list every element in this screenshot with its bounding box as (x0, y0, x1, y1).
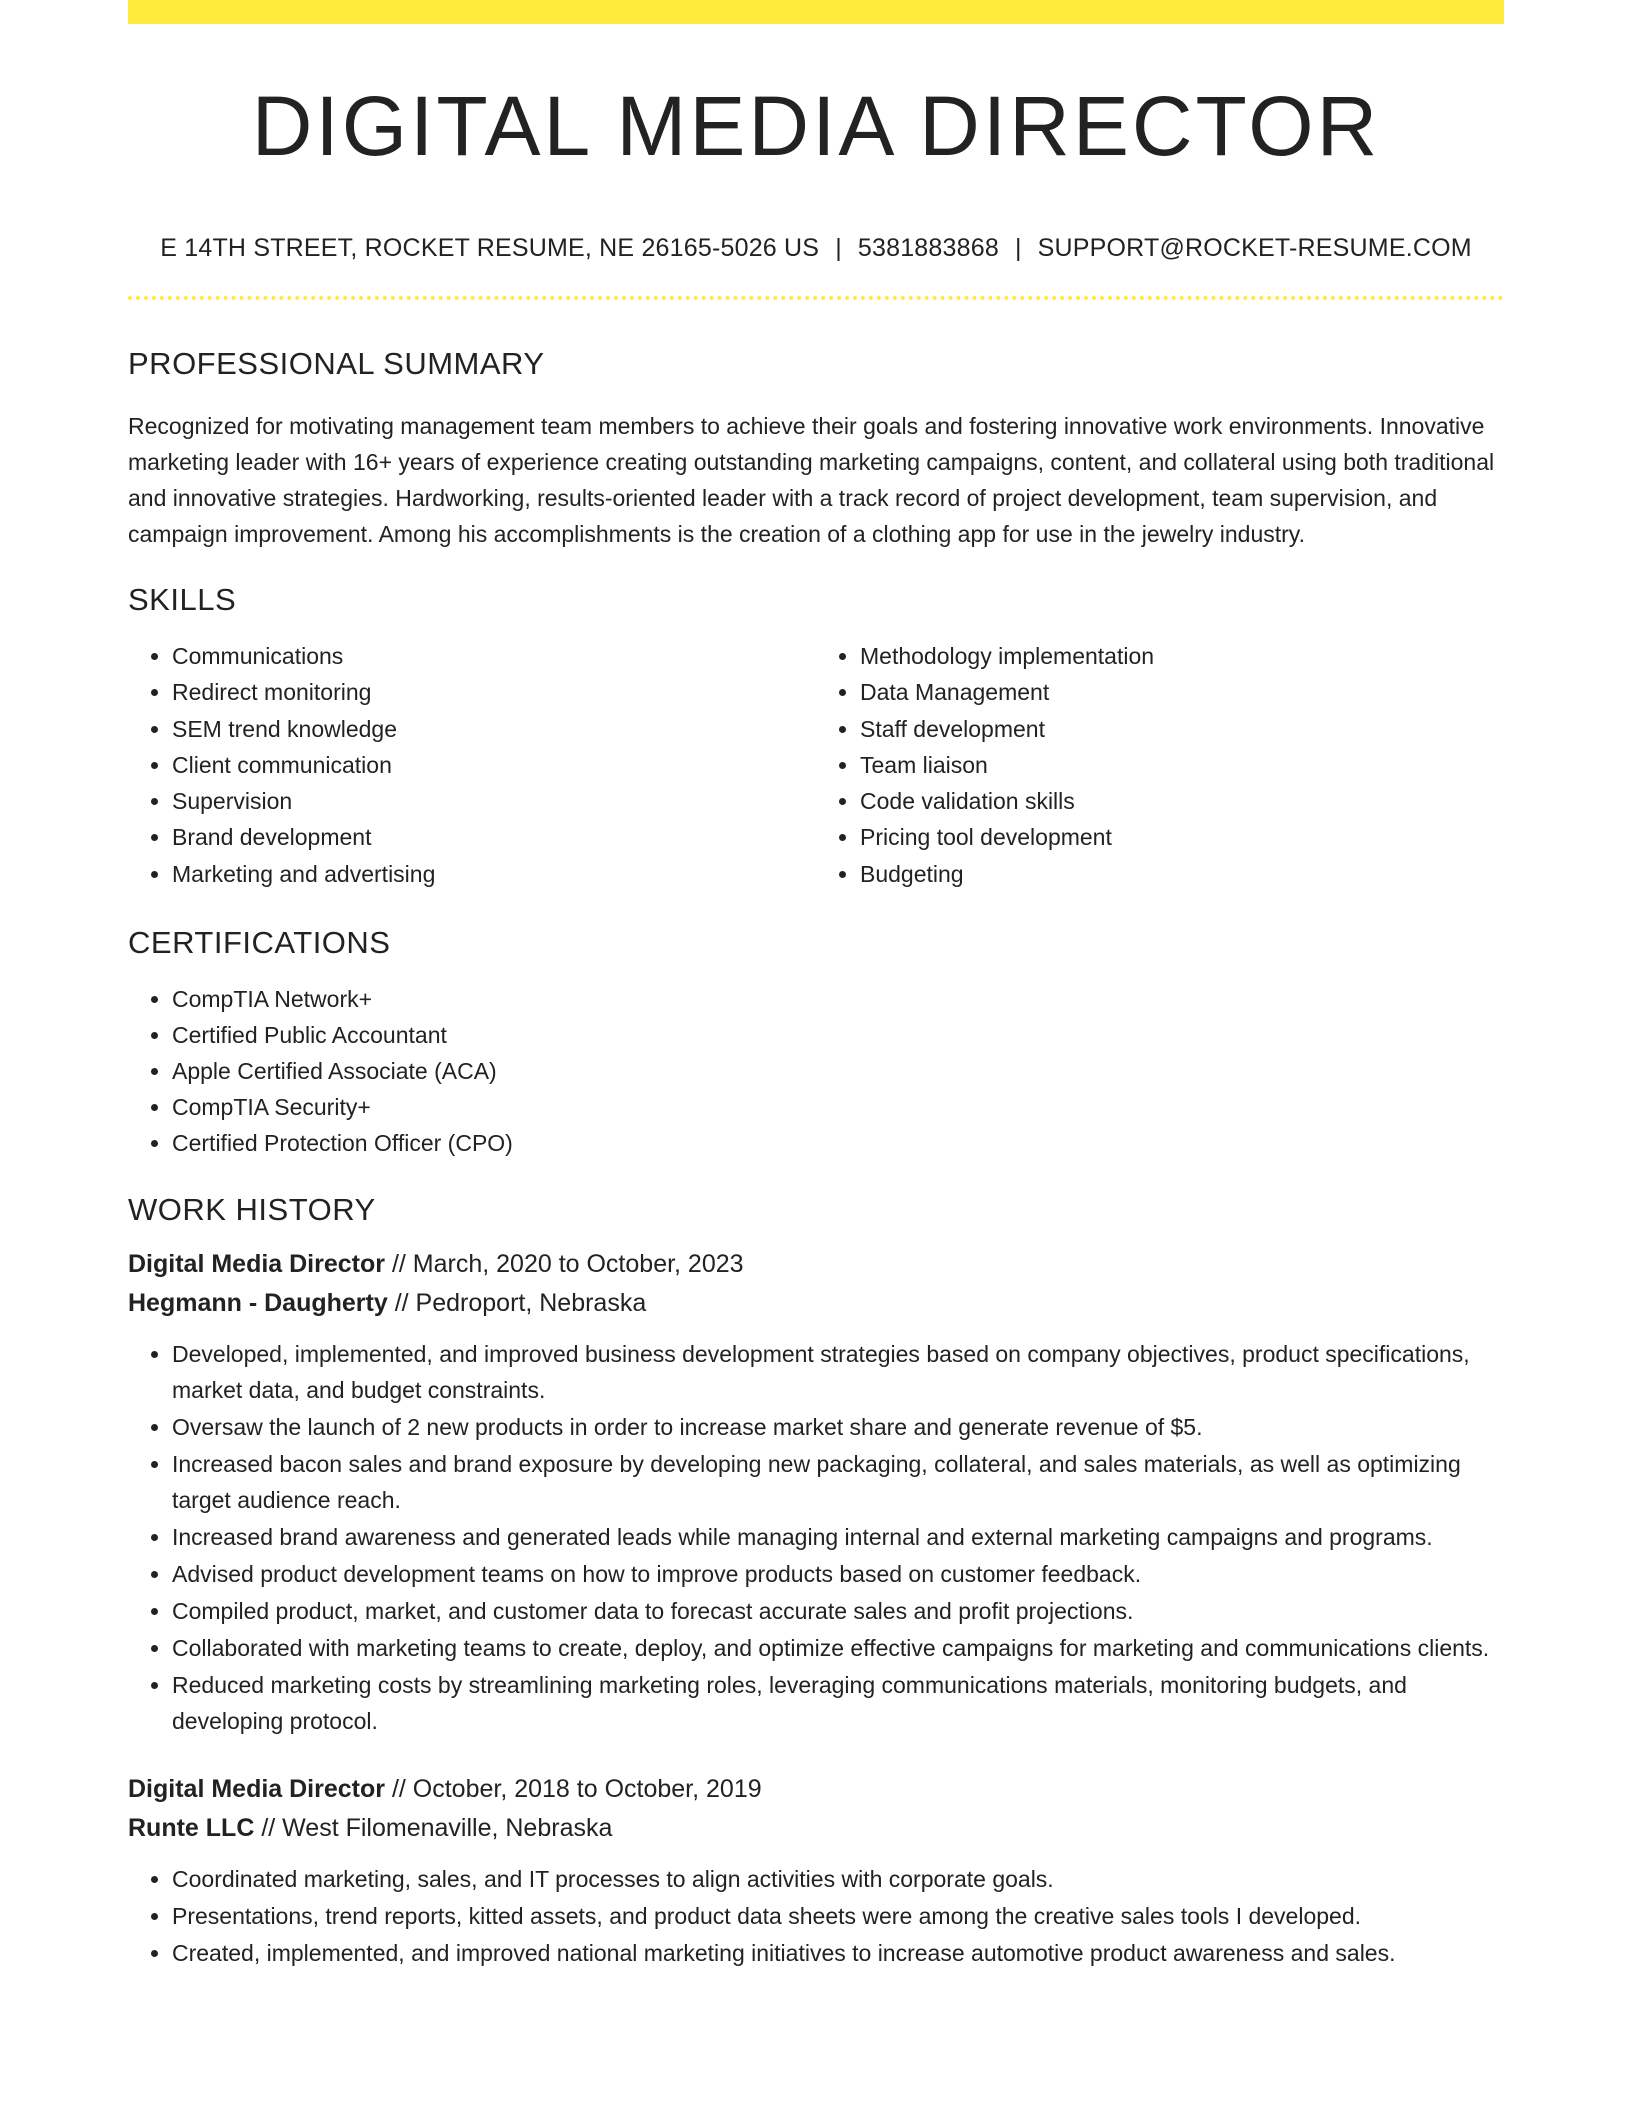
contact-address: E 14TH STREET, ROCKET RESUME, NE 26165-5026 US (160, 234, 820, 262)
list-item: • Increased brand awareness and generated leads while managing internal and external marketing campaigns and programs. (172, 1519, 1504, 1555)
list-item: • Staff development (860, 711, 1504, 747)
job-bullets (128, 1336, 1504, 1739)
job-dates: // October, 2018 to October, 2019 (385, 1775, 762, 1804)
top-accent-bar (128, 0, 1504, 24)
list-item: • Supervision (172, 783, 816, 819)
job-company-line (128, 1284, 1504, 1323)
list-item: • Collaborated with marketing teams to create, deploy, and optimize effective campaigns for marketing and communications clients. (172, 1630, 1504, 1666)
certifications-list (128, 981, 1504, 1161)
contact-separator: | (1014, 234, 1022, 262)
list-item: • Oversaw the launch of 2 new products in order to increase market share and generate revenue of $5. (172, 1409, 1504, 1445)
list-item: • Presentations, trend reports, kitted assets, and product data sheets were among the creative sales tools I developed. (172, 1898, 1504, 1934)
list-item: • CompTIA Security+ (172, 1089, 1504, 1125)
job-title-line (128, 1770, 1504, 1809)
list-item: • Budgeting (860, 856, 1504, 892)
list-item: • Compiled product, market, and customer data to forecast accurate sales and profit projections. (172, 1593, 1504, 1629)
job-company: Runte LLC (128, 1814, 255, 1843)
resume-page (128, 0, 1504, 1972)
contact-line (128, 234, 1504, 263)
job-role: Digital Media Director (128, 1775, 385, 1804)
contact-email: SUPPORT@ROCKET-RESUME.COM (1037, 234, 1472, 262)
job-bullets (128, 1861, 1504, 1971)
list-item: • Redirect monitoring (172, 674, 816, 710)
list-item: • Brand development (172, 819, 816, 855)
job-company: Hegmann - Daugherty (128, 1289, 388, 1318)
list-item: • Apple Certified Associate (ACA) (172, 1053, 1504, 1089)
list-item: • SEM trend knowledge (172, 711, 816, 747)
contact-phone: 5381883868 (857, 234, 999, 262)
job-location: // Pedroport, Nebraska (387, 1289, 647, 1318)
job-entry (128, 1245, 1504, 1739)
list-item: • Advised product development teams on how to improve products based on customer feedback. (172, 1556, 1504, 1592)
list-item: • Developed, implemented, and improved business development strategies based on company objectives, product specifications, market data, and budget constraints. (172, 1336, 1504, 1408)
list-item: • Reduced marketing costs by streamlining marketing roles, leveraging communications materials, monitoring budgets, and developing protocol. (172, 1667, 1504, 1739)
work-history-heading: WORK HISTORY (128, 1192, 376, 1228)
skills-columns (128, 638, 1504, 892)
job-location: // West Filomenaville, Nebraska (254, 1814, 613, 1843)
list-item: • Certified Protection Officer (CPO) (172, 1125, 1504, 1161)
job-title-line (128, 1245, 1504, 1284)
job-dates: // March, 2020 to October, 2023 (385, 1250, 744, 1279)
job-entry (128, 1770, 1504, 1971)
list-item: • Coordinated marketing, sales, and IT processes to align activities with corporate goals. (172, 1861, 1504, 1897)
resume-name: DIGITAL MEDIA DIRECTOR (251, 79, 1381, 173)
list-item: • Client communication (172, 747, 816, 783)
list-item: • Pricing tool development (860, 819, 1504, 855)
skills-list-right (816, 638, 1504, 892)
list-item: • CompTIA Network+ (172, 981, 1504, 1017)
list-item: • Methodology implementation (860, 638, 1504, 674)
dotted-divider (128, 296, 1504, 300)
summary-text: Recognized for motivating management team members to achieve their goals and fostering innovative work environments. Innovative marketing leader with 16+ years of experience creating outstanding marketing campaigns, content, and collateral using both traditional and innovative strategies. Hardworking, results-oriented leader with a track record of project development, team supervision, and campaign improvement. Among his accomplishments is the creation of a clothing app for use in the jewelry industry. (128, 413, 1495, 547)
skills-heading: SKILLS (128, 582, 237, 617)
skills-list-left (128, 638, 816, 892)
list-item: • Increased bacon sales and brand exposure by developing new packaging, collateral, and sales materials, as well as optimizing target audience reach. (172, 1446, 1504, 1518)
list-item: • Communications (172, 638, 816, 674)
list-item: • Certified Public Accountant (172, 1017, 1504, 1053)
list-item: • Code validation skills (860, 783, 1504, 819)
list-item: • Data Management (860, 674, 1504, 710)
certifications-heading: CERTIFICATIONS (128, 925, 391, 961)
job-company-line (128, 1809, 1504, 1848)
list-item: • Created, implemented, and improved national marketing initiatives to increase automotive product awareness and sales. (172, 1935, 1504, 1971)
job-role: Digital Media Director (128, 1250, 385, 1279)
contact-separator: | (835, 234, 842, 262)
list-item: • Team liaison (860, 747, 1504, 783)
summary-heading: PROFESSIONAL SUMMARY (128, 346, 545, 381)
list-item: • Marketing and advertising (172, 856, 816, 892)
